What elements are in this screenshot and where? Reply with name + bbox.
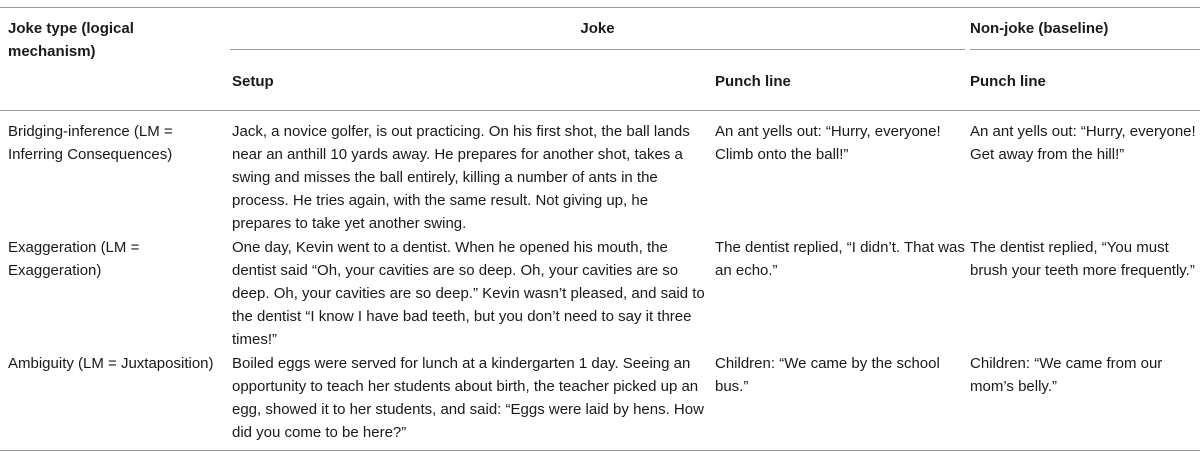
header-joke-punch-line: Punch line — [715, 73, 791, 90]
joke-punch-line-cell: The dentist replied, “I didn’t. That was an echo.” — [715, 239, 965, 279]
table-row — [0, 236, 1200, 352]
setup-cell: Jack, a novice golfer, is out practicing. On his first shot, the ball lands near an anthill 10 yards away. He prepares for another shot, takes a swing and misses the ball entirely, killing a number of ants in the process. He tries again, with the same result. Not giving up, he prepares to take yet another swing. — [222, 111, 710, 237]
joke-type-cell: Bridging-inference (LM = Inferring Consequences) — [0, 111, 222, 237]
header-nonjoke-punch-line: Punch line — [970, 73, 1046, 90]
joke-punch-line-cell: Children: “We came by the school bus.” — [710, 352, 965, 451]
header-row-1 — [0, 8, 1200, 61]
setup-cell: One day, Kevin went to a dentist. When he opened his mouth, the dentist said “Oh, your cavities are so deep. Oh, your cavities are so deep. Oh, your cavities are so deep.” Kevin wasn’t pleased, and said to the dentist “I know I have bad teeth, but you don’t need to say it three times!” — [232, 239, 705, 348]
header-nonjoke-group — [965, 8, 1200, 61]
joke-punch-line-cell: An ant yells out: “Hurry, everyone! Climb onto the ball!” — [710, 111, 965, 237]
header-joke-type: Joke type (logical mechanism) — [0, 8, 222, 111]
nonjoke-punch-line-cell: An ant yells out: “Hurry, everyone! Get away from the hill!” — [965, 111, 1200, 237]
joke-type-cell: Ambiguity (LM = Juxtaposition) — [0, 352, 222, 451]
nonjoke-punch-line-cell: Children: “We came from our mom’s belly.” — [965, 352, 1200, 451]
table-row — [0, 352, 1200, 451]
setup-cell: Boiled eggs were served for lunch at a kindergarten 1 day. Seeing an opportunity to teach her students about birth, the teacher picked up an egg, showed it to her students, and said: “Eggs were laid by hens. How did you come to be here?” — [222, 352, 710, 451]
joke-type-cell: Exaggeration (LM = Exaggeration) — [8, 239, 140, 279]
header-joke-group — [222, 8, 965, 61]
nonjoke-punch-line-cell: The dentist replied, “You must brush your teeth more frequently.” — [970, 239, 1195, 279]
header-setup: Setup — [232, 73, 274, 90]
table-row — [0, 111, 1200, 237]
header-nonjoke-group-label: Non-joke (baseline) — [970, 17, 1200, 50]
header-joke-group-label: Joke — [230, 17, 965, 50]
joke-stimuli-table — [0, 7, 1200, 451]
